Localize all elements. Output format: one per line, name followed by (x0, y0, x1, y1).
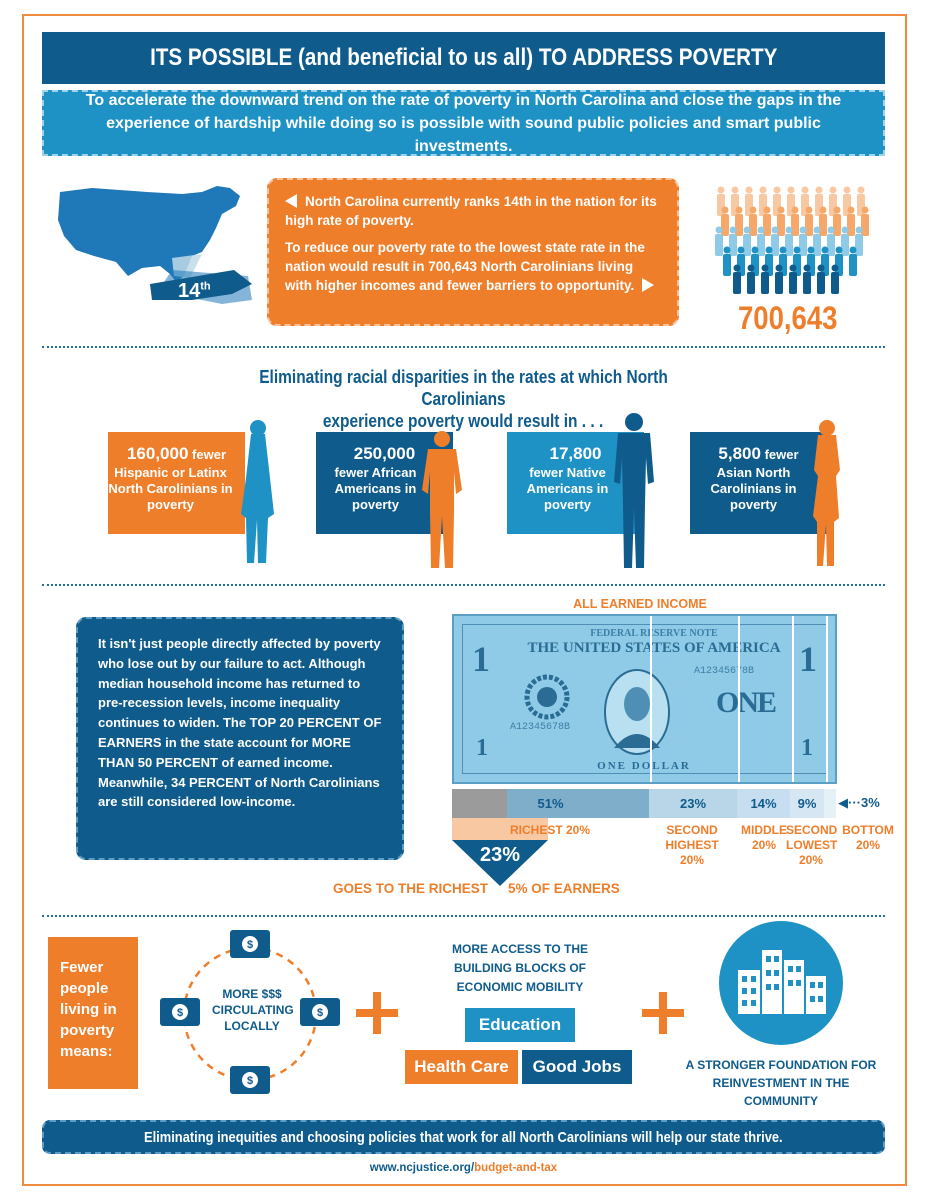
race-box-native-american: 17,800 fewer Native Americans in poverty (507, 432, 644, 534)
racial-heading: Eliminating racial disparities in the rates at which North Carolinians experience poverty would result in . . . (259, 367, 668, 431)
foundation-label: A STRONGER FOUNDATION FOR REINVESTMENT IN THE COMMUNITY (685, 1058, 877, 1108)
bill-corner-bottom-right: 1 (801, 735, 813, 761)
bill-corner-bottom-left: 1 (476, 735, 488, 761)
income-paragraph-box: It isn't just people directly affected by poverty who lose out by our failure to act. Although median household income has returned to pre-recession levels, income inequality continues to widen. The TOP 20 PERCENT OF EARNERS in the state account for MORE THAN 50 PERCENT of earned income. Meanwhile, 34 PERCENT of North Carolinians are still considered low-income. (76, 617, 404, 860)
us-map-icon (52, 180, 262, 310)
person-icon (805, 207, 813, 237)
portrait-icon (602, 666, 672, 758)
bill-serial-right: A12345678B (694, 666, 755, 677)
tag-good-jobs: Good Jobs (522, 1050, 632, 1084)
big-number: 700,643 (738, 300, 838, 336)
bill-title: THE UNITED STATES OF AMERICA (527, 640, 781, 656)
person-icon (729, 227, 737, 257)
bill-header: FEDERAL RESERVE NOTE (590, 628, 718, 639)
share-label-second-highest: SECOND HIGHEST 20% (665, 823, 719, 867)
bill-serial-left: A12345678B (510, 722, 571, 733)
person-icon (799, 227, 807, 257)
person-icon (733, 265, 741, 295)
svg-text:$: $ (246, 939, 254, 951)
plus-icon (354, 990, 400, 1036)
woman-silhouette-icon (806, 418, 848, 570)
dollar-bill (452, 614, 837, 784)
all-income-label: ALL EARNED INCOME (573, 597, 707, 611)
fewer-people-box: Fewer people living in poverty means: (48, 937, 138, 1089)
person-icon (747, 265, 755, 295)
circulating-label: MORE $$$ CIRCULATING LOCALLY (212, 987, 294, 1033)
person-icon (771, 227, 779, 257)
person-icon (779, 247, 787, 277)
share-bottom-pointer: ◀···3% (838, 795, 880, 810)
person-icon (763, 207, 771, 237)
person-icon (785, 227, 793, 257)
people-crowd-icon (712, 184, 870, 300)
person-icon (835, 247, 843, 277)
person-icon (821, 247, 829, 277)
access-heading: MORE ACCESS TO THE BUILDING BLOCKS OF ECONOMIC MOBILITY (451, 942, 588, 994)
share-bar-second-highest: 23% (649, 789, 737, 818)
person-icon (743, 227, 751, 257)
arrow-left-icon (285, 194, 297, 208)
richest-5-value: 23% (479, 844, 521, 866)
person-icon (793, 247, 801, 277)
person-icon (775, 265, 783, 295)
person-icon (791, 207, 799, 237)
share-label-richest: RICHEST 20% (509, 823, 591, 837)
person-icon (807, 247, 815, 277)
share-bar-second-lowest: 9% (790, 789, 824, 818)
share-label-second-lowest: SECOND LOWEST 20% (786, 823, 838, 867)
person-icon (813, 227, 821, 257)
person-icon (847, 207, 855, 237)
share-label-bottom: BOTTOM 20% (842, 823, 894, 852)
person-icon (721, 207, 729, 237)
city-buildings-icon (718, 920, 844, 1046)
race-box-african-american: 250,000 fewer African Americans in poverty (316, 432, 453, 534)
person-icon (735, 207, 743, 237)
race-box-hispanic: 160,000 fewer Hispanic or Latinx North Carolinians in poverty (108, 432, 245, 534)
person-icon (723, 247, 731, 277)
page-title: ITS POSSIBLE (and beneficial to us all) TO ADDRESS POVERTY (42, 32, 885, 84)
person-icon (765, 247, 773, 277)
plus-icon (640, 990, 686, 1036)
richest-caption-right: 5% OF EARNERS (508, 881, 620, 896)
person-icon (841, 227, 849, 257)
share-label-middle: MIDDLE 20% (741, 823, 787, 852)
person-icon (749, 207, 757, 237)
share-bar-middle: 14% (737, 789, 790, 818)
share-bar-richest: 51% (452, 789, 649, 818)
svg-text:$: $ (316, 1007, 324, 1019)
person-icon (861, 207, 869, 237)
person-icon (789, 265, 797, 295)
arrow-right-icon (642, 278, 654, 292)
person-icon (757, 227, 765, 257)
man-silhouette-icon (420, 430, 464, 572)
tag-education: Education (465, 1008, 575, 1042)
person-icon (833, 207, 841, 237)
footer-banner: Eliminating inequities and choosing policies that work for all North Carolinians will help our state thrive. (42, 1120, 885, 1154)
person-icon (855, 227, 863, 257)
person-icon (817, 265, 825, 295)
man-silhouette-icon (612, 412, 656, 572)
bill-footer: ONE DOLLAR (597, 760, 691, 772)
person-icon (803, 265, 811, 295)
race-box-asian: 5,800 fewer Asian North Carolinians in poverty (690, 432, 827, 534)
person-icon (751, 247, 759, 277)
person-icon (849, 247, 857, 277)
person-icon (827, 227, 835, 257)
rank-badge: 14th (178, 280, 211, 302)
svg-text:$: $ (246, 1075, 254, 1087)
footer-url[interactable]: www.ncjustice.org/budget-and-tax (369, 1162, 558, 1174)
person-icon (831, 265, 839, 295)
treasury-seal-icon (524, 674, 570, 720)
rank-callout: North Carolina currently ranks 14th in the nation for its high rate of poverty. To reduce our poverty rate to the lowest state rate in the nation would result in 700,643 North Carolinians living with higher incomes and fewer barriers to opportunity. (267, 178, 679, 326)
page-subtitle: To accelerate the downward trend on the rate of poverty in North Carolina and close the gaps in the experience of hardship while doing so is possible with sound public policies and smart public investments. (42, 90, 885, 156)
person-icon (777, 207, 785, 237)
person-icon (737, 247, 745, 277)
richest-caption-left: GOES TO THE RICHEST (332, 881, 488, 896)
section-divider (42, 915, 885, 917)
bill-corner-top-left: 1 (472, 639, 490, 679)
bill-corner-top-right: 1 (799, 639, 817, 679)
woman-silhouette-icon (238, 418, 278, 568)
tag-health-care: Health Care (405, 1050, 518, 1084)
section-divider (42, 346, 885, 348)
section-divider (42, 584, 885, 586)
person-icon (715, 227, 723, 257)
share-bar-bottom (824, 789, 836, 818)
person-icon (819, 207, 827, 237)
person-icon (761, 265, 769, 295)
bill-one: ONE (716, 686, 776, 719)
svg-text:$: $ (176, 1007, 184, 1019)
